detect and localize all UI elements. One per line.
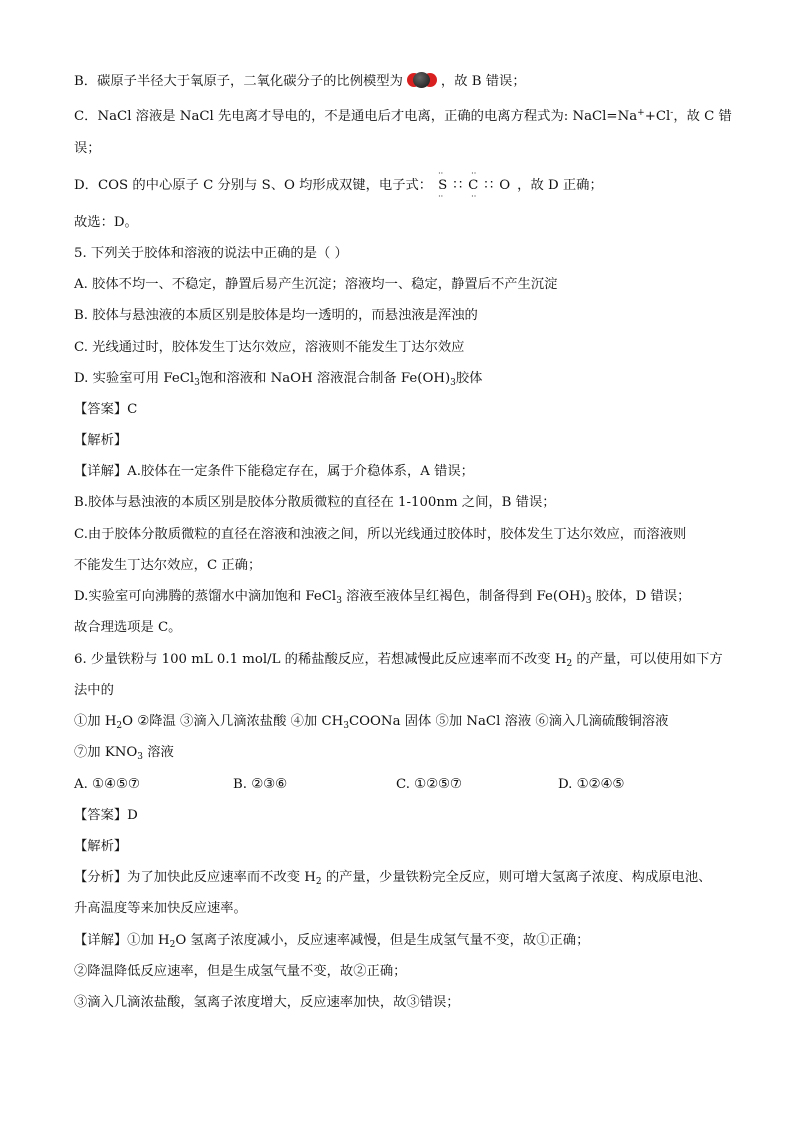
q6-option-d: D. ①②④⑤ bbox=[558, 777, 625, 792]
option-d-text: D．COS 的中心原子 C 分别与 S、O 均形成双键，电子式： bbox=[74, 178, 433, 193]
m1-c: COONa 固体 ⑤加 NaCl 溶液 ⑥滴入几滴硫酸铜溶液 bbox=[348, 714, 669, 729]
lewis-o: O bbox=[499, 178, 512, 193]
d55-mid: 溶液至液体呈红褐色，制备得到 Fe(OH) bbox=[341, 589, 586, 604]
q5d-sub1: 3 bbox=[194, 378, 200, 388]
d55-sub2: 3 bbox=[585, 596, 592, 606]
m1-a: ①加 H bbox=[74, 714, 117, 729]
q6-text: 6. 少量铁粉与 100 mL 0.1 mol/L 的稀盐酸反应，若想减慢此反应速率而不改变 H bbox=[74, 652, 567, 667]
option-c-text: C．NaCl 溶液是 NaCl 先电离才导电的，不是通电后才电离，正确的电离方程式为: NaCl=Na bbox=[74, 109, 638, 124]
xj6-post: O 氢离子浓度减小，反应速率减慢，但是生成氢气量不变，故①正确； bbox=[175, 933, 590, 948]
d55-sub1: 3 bbox=[336, 596, 342, 606]
m1-sub2: 3 bbox=[343, 721, 349, 731]
q6-detail-2: ②降温降低反应速率，但是生成氢气量不变，故②正确； bbox=[74, 964, 407, 979]
option-b-text: B．碳原子半径大于氧原子，二氧化碳分子的比例模型为 bbox=[74, 74, 403, 89]
q6-text-post: 的产量，可以使用如下方 bbox=[572, 652, 723, 667]
q6-option-c: C. ①②⑤⑦ bbox=[396, 777, 462, 792]
question-5: 5. 下列关于胶体和溶液的说法中正确的是（ ） bbox=[74, 246, 348, 261]
xj6-sub: 2 bbox=[169, 940, 176, 950]
q6-detail-3: ③滴入几滴浓盐酸，氢离子浓度增大，反应速率加快，故③错误； bbox=[74, 995, 460, 1010]
option-b-conclusion: ，故 B 错误； bbox=[440, 74, 526, 89]
fx6-sub: 2 bbox=[315, 877, 322, 887]
question-6-methods-2 bbox=[74, 744, 174, 762]
q5-option-a: A. 胶体不均一、不稳定，静置后易产生沉淀；溶液均一、稳定，静置后不产生沉淀 bbox=[74, 277, 558, 292]
d55-post: 胶体，D 错误； bbox=[591, 589, 691, 604]
option-c-line-2: 误； bbox=[74, 141, 101, 156]
q6-option-b: B. ②③⑥ bbox=[233, 777, 287, 792]
q5d-mid: 饱和溶液和 NaOH 溶液混合制备 Fe(OH) bbox=[199, 371, 451, 386]
q5-option-b: B. 胶体与悬浊液的本质区别是胶体是均一透明的，而悬浊液是浑浊的 bbox=[74, 308, 478, 323]
question-6-line-1 bbox=[74, 651, 723, 669]
xj6-pre: 【详解】①加 H bbox=[74, 933, 170, 948]
co2-model-icon bbox=[407, 71, 437, 89]
choose-d: 故选：D。 bbox=[74, 215, 138, 230]
q5d-text: D. 实验室可用 FeCl bbox=[74, 371, 195, 386]
q5d-post: 胶体 bbox=[455, 371, 483, 386]
option-c-conclusion: ，故 C 错 bbox=[673, 109, 732, 124]
q5-conclusion: 故合理选项是 C。 bbox=[74, 620, 182, 635]
m2-sub: 3 bbox=[137, 752, 144, 762]
q5-answer: 【答案】C bbox=[74, 402, 138, 417]
q5-detail-1: 【详解】A.胶体在一定条件下能稳定存在，属于介稳体系，A 错误； bbox=[74, 464, 474, 479]
q6-option-a: A. ①④⑤⑦ bbox=[74, 777, 140, 792]
m2-post: 溶液 bbox=[143, 745, 174, 760]
q6-answer: 【答案】D bbox=[74, 808, 138, 823]
m2-pre: ⑦加 KNO bbox=[74, 745, 138, 760]
m1-b: O ②降温 ③滴入几滴浓盐酸 ④加 CH bbox=[122, 714, 344, 729]
q5-detail-2: B.胶体与悬浊液的本质区别是胶体分散质微粒的直径在 1-100nm 之间，B 错误； bbox=[74, 495, 556, 510]
q5-option-c: C. 光线通过时，胶体发生丁达尔效应，溶液则不能发生丁达尔效应 bbox=[74, 340, 465, 355]
question-6-line-2: 法中的 bbox=[74, 683, 114, 698]
option-c-line bbox=[74, 108, 732, 126]
option-b-line bbox=[74, 71, 526, 91]
q6-analysis-1 bbox=[74, 869, 711, 887]
cl-charge: - bbox=[670, 108, 674, 118]
question-6-methods-1 bbox=[74, 713, 668, 731]
q5-analysis-heading: 【解析】 bbox=[74, 433, 128, 448]
q5-option-d bbox=[74, 370, 482, 388]
lewis-s: S bbox=[438, 178, 449, 193]
option-c-cl: +Cl bbox=[644, 109, 671, 124]
q5-detail-3: C.由于胶体分散质微粒的直径在溶液和浊液之间，所以光线通过胶体时，胶体发生丁达尔效应，而溶液则 bbox=[74, 527, 687, 542]
fx6-pre: 【分析】为了加快此反应速率而不改变 H bbox=[74, 870, 316, 885]
q5d-sub2: 3 bbox=[450, 378, 456, 388]
cos-electron-formula: ·· ·· S ∷ C ∷ O ·· ·· bbox=[438, 169, 512, 201]
q6-h2-sub: 2 bbox=[566, 659, 573, 669]
fx6-post: 的产量，少量铁粉完全反应，则可增大氢离子浓度、构成原电池、 bbox=[321, 870, 712, 885]
lewis-c: C bbox=[468, 178, 480, 193]
m1-sub1: 2 bbox=[116, 721, 123, 731]
q5-detail-5 bbox=[74, 588, 690, 606]
option-d-conclusion: ，故 D 正确； bbox=[517, 178, 603, 193]
d55-text: D.实验室可向沸腾的蒸馏水中滴加饱和 FeCl bbox=[74, 589, 337, 604]
q6-analysis-2: 升高温度等来加快反应速率。 bbox=[74, 901, 247, 916]
na-charge: + bbox=[637, 108, 645, 118]
q6-detail-1 bbox=[74, 932, 589, 950]
option-d-line bbox=[74, 169, 603, 201]
q6-analysis-heading: 【解析】 bbox=[74, 839, 128, 854]
q5-detail-4: 不能发生丁达尔效应，C 正确； bbox=[74, 558, 262, 573]
